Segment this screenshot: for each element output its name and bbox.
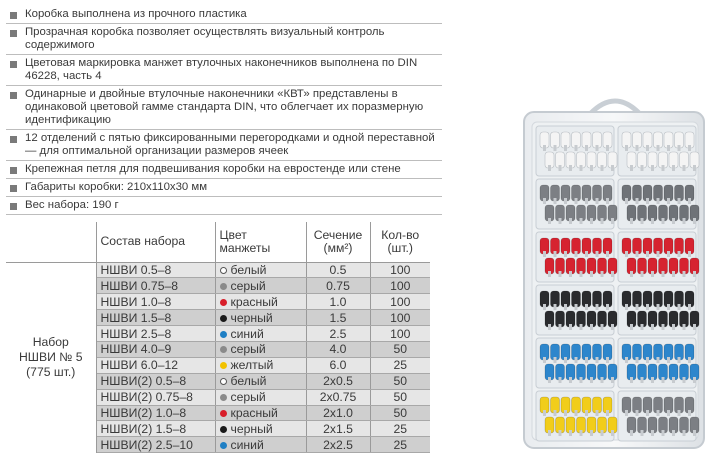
ferrule-sleeve [575, 198, 578, 204]
feature-text: Одинарные и двойные втулочные наконечники «КВТ» представлены в одинаковой цветовой гамме стандарта DIN, что облегчает их поразмерную идентификацию [25, 88, 424, 126]
ferrule-sleeve [636, 198, 639, 204]
ferrule-sleeve [651, 218, 654, 224]
ferrule-sleeve [569, 430, 572, 436]
ferrule-sleeve [590, 271, 593, 277]
ferrule-sleeve [646, 304, 649, 310]
item-color-cell [215, 341, 306, 357]
ferrule-sleeve [625, 251, 628, 257]
ferrule-sleeve [606, 357, 609, 363]
ferrule-sleeve [585, 251, 588, 257]
feature-item [6, 197, 442, 215]
bullet-square-icon [10, 30, 17, 37]
ferrule-sleeve [543, 198, 546, 204]
ferrule-sleeve [611, 430, 614, 436]
ferrule-sleeve [611, 271, 614, 277]
ferrule-sleeve [641, 271, 644, 277]
ferrule-sleeve [611, 324, 614, 330]
item-color-cell [215, 437, 306, 453]
bullet-square-icon [10, 61, 17, 68]
ferrule-sleeve [667, 304, 670, 310]
ferrule-sleeve [585, 304, 588, 310]
item-section: 0.75 [306, 278, 370, 294]
ferrule-sleeve [678, 145, 681, 151]
ferrule-sleeve [662, 430, 665, 436]
ferrule-sleeve [554, 357, 557, 363]
ferrule-sleeve [590, 165, 593, 171]
ferrule-sleeve [611, 218, 614, 224]
item-name: НШВИ 1.5–8 [96, 310, 215, 326]
ferrule-sleeve [667, 357, 670, 363]
ferrule-sleeve [688, 410, 691, 416]
ferrule-sleeve [596, 357, 599, 363]
ferrule-sleeve [688, 198, 691, 204]
color-dot-icon [220, 394, 227, 401]
color-dot-icon [220, 331, 227, 338]
ferrule-sleeve [672, 377, 675, 383]
ferrule-sleeve [662, 377, 665, 383]
ferrule-sleeve [688, 304, 691, 310]
table-header-row [6, 222, 430, 262]
item-section: 2х2.5 [306, 437, 370, 453]
item-section: 2х1.5 [306, 421, 370, 437]
ferrule-sleeve [630, 430, 633, 436]
item-name: НШВИ 1.0–8 [96, 294, 215, 310]
ferrule-sleeve [672, 430, 675, 436]
ferrule-sleeve [646, 198, 649, 204]
ferrule-sleeve [667, 145, 670, 151]
item-name: НШВИ(2) 0.5–8 [96, 373, 215, 389]
header-cuff-color-text: Цвет манжеты [219, 227, 271, 255]
feature-item [6, 6, 442, 24]
item-section: 2.5 [306, 326, 370, 342]
ferrule-sleeve [693, 430, 696, 436]
ferrule-sleeve [585, 410, 588, 416]
ferrule-sleeve [678, 357, 681, 363]
item-color-cell [215, 326, 306, 342]
ferrule-sleeve [575, 304, 578, 310]
item-color-cell [215, 389, 306, 405]
ferrule-sleeve [606, 198, 609, 204]
ferrule-sleeve [590, 377, 593, 383]
ferrule-sleeve [564, 357, 567, 363]
ferrule-sleeve [564, 304, 567, 310]
ferrule-sleeve [554, 410, 557, 416]
ferrule-sleeve [596, 251, 599, 257]
ferrule-sleeve [646, 145, 649, 151]
ferrule-sleeve [601, 165, 604, 171]
ferrule-sleeve [606, 304, 609, 310]
ferrule-sleeve [548, 377, 551, 383]
ferrule-sleeve [606, 145, 609, 151]
ferrule-sleeve [662, 165, 665, 171]
color-dot-icon [220, 346, 227, 353]
item-color-cell [215, 278, 306, 294]
ferrule-sleeve [657, 251, 660, 257]
color-dot-icon [220, 426, 227, 433]
ferrule-sleeve [651, 377, 654, 383]
ferrule-sleeve [667, 410, 670, 416]
color-dot-icon [220, 315, 227, 322]
ferrule-sleeve [667, 251, 670, 257]
item-quantity: 25 [370, 357, 430, 373]
ferrule-sleeve [548, 218, 551, 224]
header-cross-section-text: Сечение (мм²) [313, 227, 363, 255]
ferrule-sleeve [580, 165, 583, 171]
ferrule-sleeve [641, 430, 644, 436]
ferrule-sleeve [667, 198, 670, 204]
ferrule-sleeve [575, 251, 578, 257]
color-dot-icon [220, 378, 227, 385]
ferrule-sleeve [636, 304, 639, 310]
ferrule-sleeve [585, 145, 588, 151]
color-dot-icon [220, 442, 227, 449]
ferrule-sleeve [683, 430, 686, 436]
ferrule-sleeve [564, 410, 567, 416]
ferrule-sleeve [580, 218, 583, 224]
ferrule-sleeve [585, 357, 588, 363]
ferrule-sleeve [630, 377, 633, 383]
item-quantity: 100 [370, 310, 430, 326]
item-name: НШВИ(2) 0.75–8 [96, 389, 215, 405]
bullet-square-icon [10, 136, 17, 143]
ferrule-sleeve [672, 218, 675, 224]
item-section: 2х0.5 [306, 373, 370, 389]
item-color: белый [230, 262, 267, 277]
ferrule-sleeve [601, 271, 604, 277]
ferrule-sleeve [678, 410, 681, 416]
ferrule-sleeve [625, 198, 628, 204]
item-quantity: 100 [370, 326, 430, 342]
ferrule-sleeve [590, 430, 593, 436]
ferrule-sleeve [683, 377, 686, 383]
ferrule-sleeve [657, 304, 660, 310]
ferrule-sleeve [543, 410, 546, 416]
item-color-cell [215, 421, 306, 437]
ferrule-sleeve [601, 324, 604, 330]
item-section: 1.5 [306, 310, 370, 326]
feature-text: Крепежная петля для подвешивания коробки на евростенде или стене [25, 163, 401, 175]
item-section: 1.0 [306, 294, 370, 310]
ferrule-sleeve [678, 198, 681, 204]
ferrule-sleeve [596, 198, 599, 204]
item-color: желтый [230, 358, 274, 373]
ferrule-sleeve [651, 324, 654, 330]
item-quantity: 50 [370, 341, 430, 357]
ferrule-sleeve [559, 377, 562, 383]
bullet-square-icon [10, 12, 17, 19]
item-color: черный [230, 310, 273, 325]
feature-text: 12 отделений с пятью фиксированными перегородками и одной переставной — для оптимальной организации размеров ячеек [25, 132, 435, 157]
ferrule-sleeve [590, 218, 593, 224]
ferrule-sleeve [693, 218, 696, 224]
feature-item [6, 55, 442, 86]
item-section: 2х1.0 [306, 405, 370, 421]
bullet-square-icon [10, 185, 17, 192]
ferrule-sleeve [606, 410, 609, 416]
ferrule-sleeve [693, 165, 696, 171]
ferrule-sleeve [641, 324, 644, 330]
ferrule-sleeve [693, 271, 696, 277]
ferrule-sleeve [693, 377, 696, 383]
item-name: НШВИ(2) 2.5–10 [96, 437, 215, 453]
ferrule-sleeve [693, 324, 696, 330]
bullet-square-icon [10, 167, 17, 174]
item-color-cell [215, 357, 306, 373]
ferrule-sleeve [543, 304, 546, 310]
ferrule-sleeve [657, 198, 660, 204]
ferrule-sleeve [543, 251, 546, 257]
feature-text: Коробка выполнена из прочного пластика [25, 8, 247, 20]
feature-text: Прозрачная коробка позволяет осуществлять визуальный контроль содержимого [25, 26, 385, 51]
item-quantity: 25 [370, 437, 430, 453]
ferrule-sleeve [646, 357, 649, 363]
ferrule-sleeve [625, 304, 628, 310]
header-quantity [370, 222, 430, 262]
header-empty [6, 222, 96, 262]
ferrule-sleeve [575, 410, 578, 416]
ferrule-sleeve [554, 304, 557, 310]
item-color: белый [230, 374, 267, 389]
ferrule-sleeve [601, 377, 604, 383]
item-color: серый [230, 278, 266, 293]
item-name: НШВИ(2) 1.5–8 [96, 421, 215, 437]
ferrule-sleeve [662, 324, 665, 330]
feature-item [6, 161, 442, 179]
ferrule-sleeve [580, 377, 583, 383]
ferrule-sleeve [548, 324, 551, 330]
item-quantity: 100 [370, 278, 430, 294]
set-label-cell [6, 262, 96, 453]
ferrule-sleeve [548, 430, 551, 436]
item-color-cell [215, 373, 306, 389]
ferrule-sleeve [580, 324, 583, 330]
ferrule-sleeve [636, 145, 639, 151]
ferrule-sleeve [651, 430, 654, 436]
ferrule-sleeve [611, 377, 614, 383]
ferrule-sleeve [569, 271, 572, 277]
ferrule-sleeve [636, 410, 639, 416]
set-label: Набор НШВИ № 5 (775 шт.) [19, 335, 83, 380]
item-name: НШВИ 0.75–8 [96, 278, 215, 294]
ferrule-sleeve [672, 324, 675, 330]
ferrule-sleeve [596, 145, 599, 151]
header-quantity-text: Кол-во (шт.) [381, 227, 420, 255]
ferrule-sleeve [688, 251, 691, 257]
ferrule-sleeve [678, 251, 681, 257]
ferrule-sleeve [601, 430, 604, 436]
color-dot-icon [220, 299, 227, 306]
ferrule-sleeve [559, 324, 562, 330]
item-color-cell [215, 294, 306, 310]
ferrule-sleeve [651, 271, 654, 277]
item-color: серый [230, 390, 266, 405]
item-color-cell [215, 262, 306, 278]
ferrule-sleeve [596, 410, 599, 416]
ferrule-sleeve [564, 198, 567, 204]
color-dot-icon [220, 410, 227, 417]
ferrule-sleeve [575, 145, 578, 151]
terminal-box-photo [520, 92, 710, 450]
ferrule-sleeve [646, 410, 649, 416]
item-color: красный [230, 405, 278, 420]
ferrule-sleeve [678, 304, 681, 310]
ferrule-sleeve [683, 218, 686, 224]
item-name: НШВИ 2.5–8 [96, 326, 215, 342]
ferrule-sleeve [683, 165, 686, 171]
ferrule-sleeve [625, 357, 628, 363]
item-name: НШВИ 6.0–12 [96, 357, 215, 373]
table-row [6, 262, 430, 278]
bullet-square-icon [10, 92, 17, 99]
item-color: черный [230, 421, 273, 436]
ferrule-sleeve [630, 271, 633, 277]
header-set-composition: Состав набора [96, 222, 215, 262]
item-name: НШВИ 4.0–9 [96, 341, 215, 357]
item-section: 6.0 [306, 357, 370, 373]
ferrule-sleeve [683, 271, 686, 277]
ferrule-sleeve [630, 218, 633, 224]
bullet-square-icon [10, 203, 17, 210]
color-dot-icon [220, 267, 227, 274]
item-quantity: 25 [370, 421, 430, 437]
header-cross-section [306, 222, 370, 262]
feature-item [6, 179, 442, 197]
item-section: 2х0.75 [306, 389, 370, 405]
item-quantity: 50 [370, 405, 430, 421]
ferrule-sleeve [662, 218, 665, 224]
ferrule-sleeve [662, 271, 665, 277]
ferrule-sleeve [554, 145, 557, 151]
ferrule-sleeve [569, 165, 572, 171]
ferrule-sleeve [554, 251, 557, 257]
ferrule-sleeve [569, 324, 572, 330]
feature-item [6, 130, 442, 161]
feature-text: Габариты коробки: 210х110х30 мм [25, 181, 208, 193]
ferrule-sleeve [606, 251, 609, 257]
item-color-cell [215, 405, 306, 421]
ferrule-sleeve [564, 145, 567, 151]
ferrule-sleeve [672, 165, 675, 171]
ferrule-sleeve [625, 145, 628, 151]
ferrule-sleeve [559, 271, 562, 277]
ferrule-sleeve [543, 145, 546, 151]
feature-list [6, 6, 442, 215]
ferrule-sleeve [636, 357, 639, 363]
ferrule-sleeve [580, 271, 583, 277]
ferrule-sleeve [559, 165, 562, 171]
item-quantity: 50 [370, 373, 430, 389]
item-section: 4.0 [306, 341, 370, 357]
item-color: красный [230, 294, 278, 309]
ferrule-sleeve [672, 271, 675, 277]
item-name: НШВИ(2) 1.0–8 [96, 405, 215, 421]
ferrule-sleeve [580, 430, 583, 436]
ferrule-sleeve [688, 357, 691, 363]
ferrule-sleeve [688, 145, 691, 151]
ferrule-sleeve [657, 145, 660, 151]
ferrule-sleeve [683, 324, 686, 330]
ferrule-sleeve [559, 218, 562, 224]
ferrule-sleeve [569, 377, 572, 383]
item-quantity: 100 [370, 262, 430, 278]
color-dot-icon [220, 283, 227, 290]
ferrule-sleeve [636, 251, 639, 257]
ferrule-sleeve [590, 324, 593, 330]
item-quantity: 100 [370, 294, 430, 310]
ferrule-sleeve [569, 218, 572, 224]
color-dot-icon [220, 362, 227, 369]
item-name: НШВИ 0.5–8 [96, 262, 215, 278]
ferrule-sleeve [641, 165, 644, 171]
item-color: синий [230, 326, 264, 341]
ferrule-sleeve [630, 324, 633, 330]
header-cuff-color [215, 222, 306, 262]
ferrule-sleeve [651, 165, 654, 171]
ferrule-sleeve [559, 430, 562, 436]
item-color: серый [230, 342, 266, 357]
ferrule-sleeve [596, 304, 599, 310]
ferrule-sleeve [630, 165, 633, 171]
item-section: 0.5 [306, 262, 370, 278]
feature-item [6, 86, 442, 130]
ferrule-sleeve [548, 271, 551, 277]
ferrule-sleeve [611, 165, 614, 171]
ferrule-sleeve [641, 218, 644, 224]
ferrule-sleeve [548, 165, 551, 171]
item-color: синий [230, 437, 264, 452]
feature-text: Вес набора: 190 г [25, 199, 119, 211]
ferrule-sleeve [657, 410, 660, 416]
ferrule-sleeve [585, 198, 588, 204]
ferrule-sleeve [646, 251, 649, 257]
ferrule-sleeve [625, 410, 628, 416]
ferrule-sleeve [641, 377, 644, 383]
set-composition-table [6, 222, 430, 453]
item-color-cell [215, 310, 306, 326]
item-quantity: 50 [370, 389, 430, 405]
ferrule-sleeve [575, 357, 578, 363]
ferrule-sleeve [601, 218, 604, 224]
ferrule-sleeve [657, 357, 660, 363]
feature-text: Цветовая маркировка манжет втулочных наконечников выполнена по DIN 46228, часть 4 [25, 57, 418, 82]
feature-item [6, 24, 442, 55]
ferrule-sleeve [564, 251, 567, 257]
ferrule-sleeve [554, 198, 557, 204]
ferrule-sleeve [543, 357, 546, 363]
